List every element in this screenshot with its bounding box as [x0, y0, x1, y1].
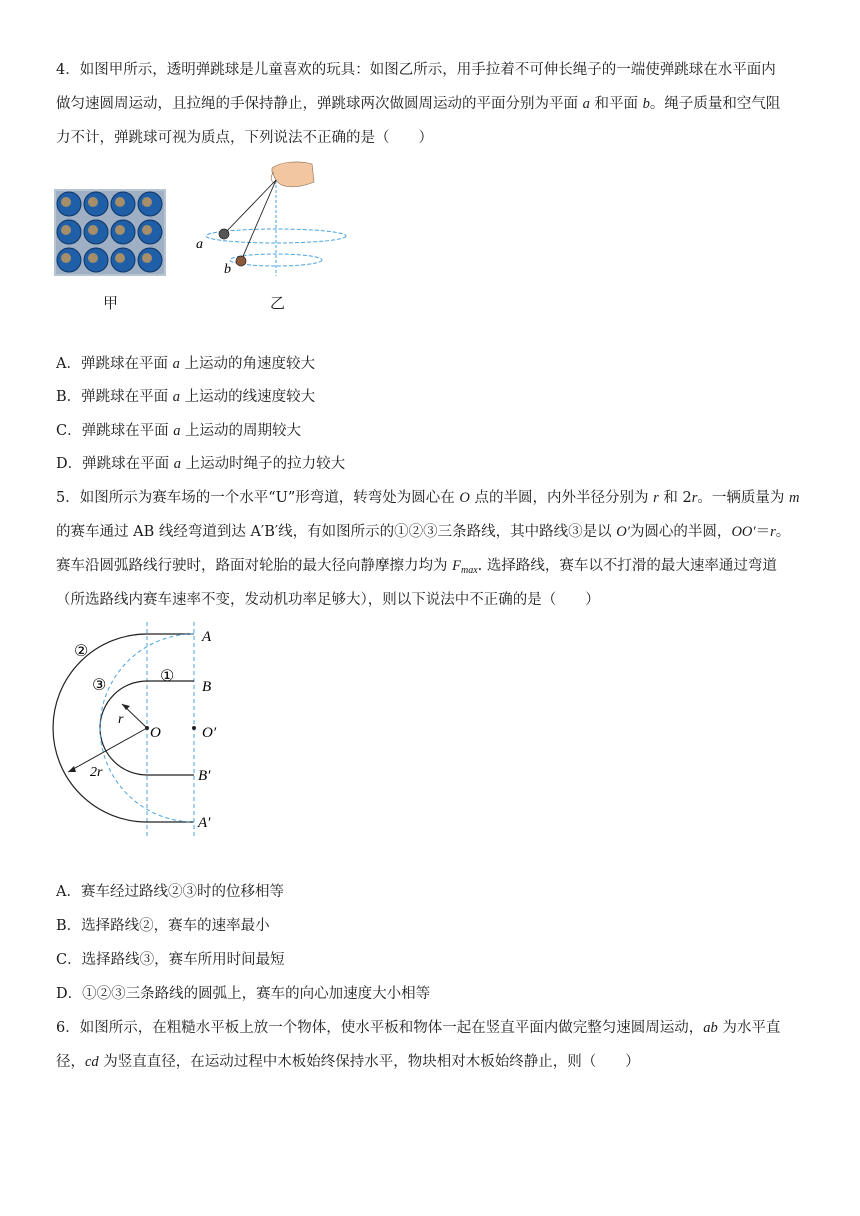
- q5-option-c: C．选择路线③，赛车所用时间最短: [56, 952, 285, 968]
- label-B: B: [202, 679, 212, 695]
- label-A-prime: A′: [198, 815, 211, 831]
- u-turn-track-diagram: [50, 620, 240, 842]
- q5-option-a: A．赛车经过路线②③时的位移相等: [56, 884, 284, 900]
- bouncy-ball-toy: [61, 253, 71, 263]
- label-B-prime: B′: [198, 768, 211, 784]
- q5-option-d: D．①②③三条路线的圆弧上，赛车的向心加速度大小相等: [56, 986, 431, 1002]
- bouncy-ball-toy: [88, 253, 98, 263]
- q4-option-a: A．弹跳球在平面 a 上运动的角速度较大: [56, 356, 315, 372]
- ball-a: [219, 229, 229, 239]
- q6-stem-line-2: 径，cd 为竖直直径，在运动过程中木板始终保持水平，物块相对木板始终静止，则（ ）: [56, 1054, 640, 1070]
- q5-stem-line-1: 5．如图所示为赛车场的一个水平“U”形弯道，转弯处为圆心在 O 点的半圆，内外半径分别为 r 和 2r。一辆质量为 m: [56, 490, 800, 506]
- ball-b: [236, 256, 246, 266]
- q4-stem-text: 。绳子质量和空气阻: [649, 96, 781, 112]
- label-O-prime: O′: [202, 725, 217, 741]
- bouncy-ball-toy: [142, 253, 152, 263]
- q4-stem-line-1: 4．如图甲所示，透明弹跳球是儿童喜欢的玩具：如图乙所示，用手拉着不可伸长绳子的一端使弹跳球在水平面内: [56, 62, 776, 78]
- bouncy-ball-toy: [142, 225, 152, 235]
- q5-stem-line-2: 的赛车通过 AB 线经弯道到达 A′B′线，有如图所示的①②③三条路线，其中路线③是以 O′为圆心的半圆，OO′＝r。: [56, 524, 791, 540]
- caption-jia: 甲: [103, 294, 119, 312]
- caption-yi: 乙: [270, 294, 286, 312]
- q4-stem-text: 做匀速圆周运动，且拉绳的手保持静止，弹跳球两次做圆周运动的平面分别为平面: [56, 96, 583, 112]
- bouncy-ball-toy: [88, 225, 98, 235]
- bouncy-ball-toy: [61, 197, 71, 207]
- bouncy-ball-toy: [115, 197, 125, 207]
- q4-stem-line-3: 力不计，弹跳球可视为质点，下列说法不正确的是（ ）: [56, 130, 433, 146]
- q4-var-a: a: [582, 96, 590, 112]
- q6-stem-line-1: 6．如图所示，在粗糙水平板上放一个物体，使水平板和物体一起在竖直平面内做完整匀速圆周运动，ab 为水平直: [56, 1020, 781, 1036]
- label-route-1: ①: [160, 668, 175, 685]
- bouncy-balls-photo: [54, 189, 166, 276]
- q4-option-b: B．弹跳球在平面 a 上运动的线速度较大: [56, 389, 316, 405]
- q5-stem-line-3: 赛车沿圆弧路线行驶时，路面对轮胎的最大径向静摩擦力均为 $F_{max}$. 选择路线，赛车以不打滑的最大速率通过弯道: [56, 558, 777, 576]
- bouncy-ball-toy: [115, 253, 125, 263]
- label-route-2: ②: [74, 643, 89, 660]
- q4-option-d: D．弹跳球在平面 a 上运动时绳子的拉力较大: [56, 456, 346, 472]
- bouncy-ball-toy: [115, 225, 125, 235]
- q4-stem-line-2: [56, 94, 780, 114]
- q4-option-c: C．弹跳球在平面 a 上运动的周期较大: [56, 423, 302, 439]
- label-b: b: [224, 262, 231, 277]
- label-2r: 2r: [90, 765, 103, 780]
- label-O: O: [150, 725, 161, 741]
- conical-pendulum-figure: [190, 158, 360, 278]
- q5-stem-line-4: （所选路线内赛车速率不变，发动机功率足够大），则以下说法中不正确的是（ ）: [56, 592, 600, 608]
- bouncy-ball-toy: [61, 225, 71, 235]
- label-route-3: ③: [92, 677, 107, 694]
- label-r: r: [118, 712, 124, 727]
- q4-var-b: b: [642, 96, 650, 112]
- bouncy-ball-toy: [88, 197, 98, 207]
- bouncy-ball-toy: [142, 197, 152, 207]
- label-a: a: [196, 237, 203, 252]
- q4-stem-text: 和平面: [589, 96, 643, 112]
- label-A: A: [202, 629, 212, 645]
- q5-option-b: B．选择路线②，赛车的速率最小: [56, 918, 270, 934]
